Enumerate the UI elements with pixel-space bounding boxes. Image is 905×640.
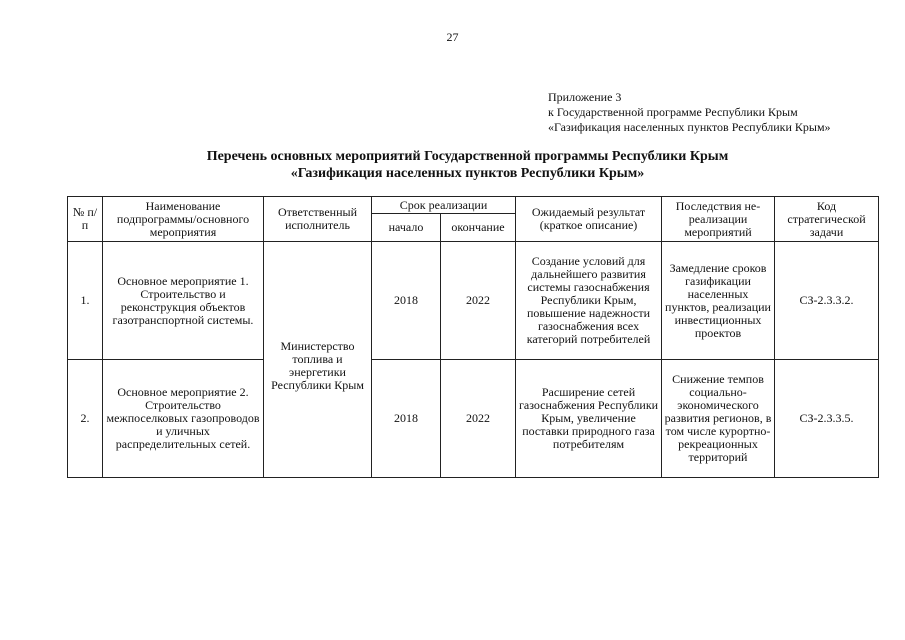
header-end: окончание <box>441 214 516 242</box>
row-start: 2018 <box>372 360 441 478</box>
table-row <box>68 360 879 478</box>
appendix-block <box>548 90 831 135</box>
row-result: Создание условий для дальнейшего развития системы газоснабжения Республики Крым, повышение надежности газоснабжения всех категорий потребителей <box>516 242 662 360</box>
header-start: начало <box>372 214 441 242</box>
appendix-line-3: «Газификация населенных пунктов Республики Крым» <box>548 120 831 134</box>
row-end: 2022 <box>441 242 516 360</box>
executor-text: Министерство топлива и энергетики Республики Крым <box>271 338 364 392</box>
row-consequences: Снижение темпов социально-экономического развития регионов, в том числе курортно-рекреационных территорий <box>662 360 775 478</box>
row-end: 2022 <box>441 360 516 478</box>
row-code: СЗ-2.3.3.5. <box>775 360 879 478</box>
title-line-1: Перечень основных мероприятий Государственной программы Республики Крым <box>206 149 729 164</box>
executor-cell <box>264 242 372 478</box>
header-number: № п/п <box>68 197 103 242</box>
appendix-line-2: к Государственной программе Республики Крым <box>548 105 798 119</box>
measures-table <box>67 196 879 478</box>
header-code: Код стратегической задачи <box>775 197 879 242</box>
row-name: Основное мероприятие 1. Строительство и реконструкция объектов газотранспортной системы. <box>103 242 264 360</box>
row-code: СЗ-2.3.3.2. <box>775 242 879 360</box>
appendix-line-1: Приложение 3 <box>548 90 622 104</box>
header-result: Ожидаемый результат (краткое описание) <box>516 197 662 242</box>
document-title <box>0 148 905 182</box>
row-name: Основное мероприятие 2. Строительство межпоселковых газопроводов и уличных распределительных сетей. <box>103 360 264 478</box>
row-number: 1. <box>68 242 103 360</box>
row-start: 2018 <box>372 242 441 360</box>
header-executor: Ответственный исполнитель <box>264 197 372 242</box>
header-name: Наименование подпрограммы/основного мероприятия <box>103 197 264 242</box>
row-consequences: Замедление сроков газификации населенных пунктов, реализации инвестиционных проектов <box>662 242 775 360</box>
page-number: 27 <box>446 30 459 44</box>
row-number: 2. <box>68 360 103 478</box>
title-line-2: «Газификация населенных пунктов Республики Крым» <box>290 166 645 181</box>
table-row <box>68 242 879 360</box>
row-result: Расширение сетей газоснабжения Республики Крым, увеличение поставки природного газа потребителям <box>516 360 662 478</box>
header-period: Срок реализации <box>372 197 516 214</box>
header-consequences: Последствия не-реализации мероприятий <box>662 197 775 242</box>
